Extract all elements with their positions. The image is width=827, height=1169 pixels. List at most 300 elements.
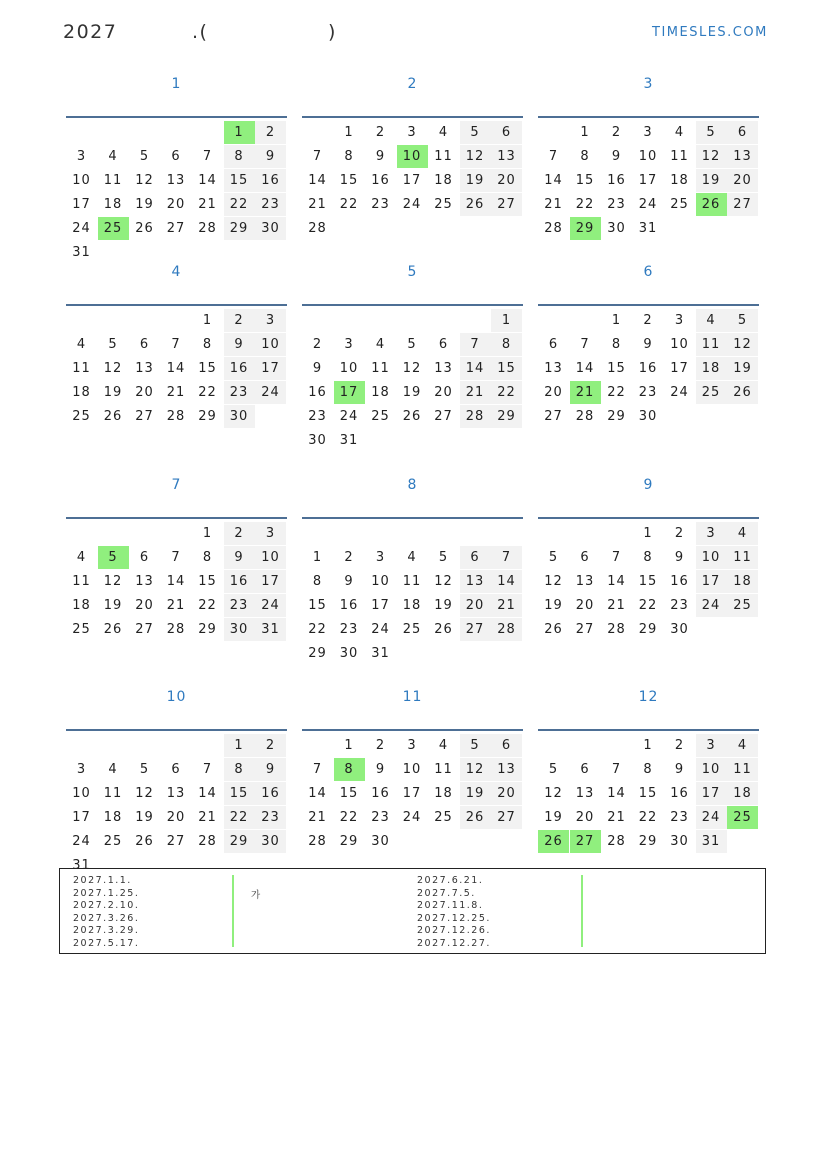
day-cell[interactable]: 2	[674, 526, 685, 541]
day-cell[interactable]: 8	[643, 762, 653, 777]
day-cell[interactable]: 8	[202, 337, 213, 352]
day-cell[interactable]: 19	[135, 197, 154, 212]
day-cell[interactable]: 18	[72, 385, 91, 400]
day-cell[interactable]: 25	[727, 806, 758, 829]
day-cell[interactable]: 17	[255, 570, 286, 593]
day-cell[interactable]: 27	[135, 622, 154, 637]
day-cell[interactable]: 9	[255, 758, 286, 781]
day-cell[interactable]: 20	[544, 385, 563, 400]
day-cell[interactable]: 4	[108, 149, 118, 164]
day-cell[interactable]: 3	[407, 125, 417, 140]
day-cell[interactable]: 1	[312, 550, 323, 565]
day-cell[interactable]: 6	[491, 734, 522, 757]
day-cell[interactable]: 19	[544, 598, 563, 613]
day-cell[interactable]: 24	[72, 221, 91, 236]
day-cell[interactable]: 8	[344, 149, 354, 164]
day-cell[interactable]: 5	[548, 550, 559, 565]
day-cell[interactable]: 11	[727, 546, 758, 569]
day-cell[interactable]: 24	[670, 385, 689, 400]
day-cell[interactable]: 19	[460, 782, 491, 805]
day-cell[interactable]: 4	[438, 125, 449, 140]
day-cell[interactable]: 11	[72, 361, 91, 376]
day-cell[interactable]: 2	[643, 313, 653, 328]
day-cell[interactable]: 12	[460, 758, 491, 781]
day-cell[interactable]: 15	[638, 574, 658, 589]
day-cell[interactable]: 13	[491, 758, 522, 781]
day-cell[interactable]: 8	[312, 574, 323, 589]
day-cell[interactable]: 1	[580, 125, 590, 140]
day-cell[interactable]: 10	[696, 758, 727, 781]
day-cell[interactable]: 13	[544, 361, 563, 376]
day-cell[interactable]: 12	[696, 145, 727, 168]
day-cell[interactable]: 19	[727, 357, 758, 380]
day-cell[interactable]: 6	[580, 762, 590, 777]
day-cell[interactable]: 22	[224, 806, 255, 829]
day-cell[interactable]: 2	[255, 121, 286, 144]
day-cell[interactable]: 11	[696, 333, 727, 356]
day-cell[interactable]: 11	[103, 173, 123, 188]
day-cell[interactable]: 25	[72, 622, 91, 637]
day-cell[interactable]: 29	[224, 830, 255, 853]
day-cell[interactable]: 13	[727, 145, 758, 168]
day-cell[interactable]: 23	[224, 381, 255, 404]
day-cell[interactable]: 27	[727, 193, 758, 216]
day-cell[interactable]: 21	[607, 810, 626, 825]
day-cell[interactable]: 19	[135, 810, 154, 825]
day-cell[interactable]: 28	[575, 409, 595, 424]
day-cell[interactable]: 30	[670, 834, 689, 849]
day-cell[interactable]: 3	[674, 313, 685, 328]
day-cell[interactable]: 29	[198, 622, 217, 637]
day-cell[interactable]: 22	[339, 197, 359, 212]
day-cell[interactable]: 6	[727, 121, 758, 144]
day-cell[interactable]: 16	[224, 357, 255, 380]
day-cell[interactable]: 8	[611, 337, 622, 352]
day-cell[interactable]: 5	[139, 149, 150, 164]
day-cell[interactable]: 31	[72, 245, 91, 260]
day-cell[interactable]: 30	[308, 433, 327, 448]
day-cell[interactable]: 13	[491, 145, 522, 168]
day-cell[interactable]: 10	[72, 786, 91, 801]
day-cell[interactable]: 6	[460, 546, 491, 569]
day-cell[interactable]: 27	[544, 409, 563, 424]
day-cell[interactable]: 4	[727, 522, 758, 545]
day-cell[interactable]: 2	[312, 337, 323, 352]
day-cell[interactable]: 20	[166, 810, 186, 825]
day-cell[interactable]: 25	[72, 409, 91, 424]
day-cell[interactable]: 5	[407, 337, 417, 352]
day-cell[interactable]: 13	[434, 361, 453, 376]
day-cell[interactable]: 25	[727, 594, 758, 617]
day-cell[interactable]: 20	[575, 598, 595, 613]
day-cell[interactable]: 27	[575, 622, 595, 637]
day-cell[interactable]: 29	[638, 834, 658, 849]
day-cell[interactable]: 16	[339, 598, 359, 613]
day-cell[interactable]: 30	[339, 646, 359, 661]
day-cell[interactable]: 30	[255, 217, 286, 240]
day-cell[interactable]: 12	[460, 145, 491, 168]
day-cell[interactable]: 21	[198, 810, 217, 825]
day-cell[interactable]: 16	[670, 786, 689, 801]
day-cell[interactable]: 22	[607, 385, 626, 400]
day-cell[interactable]: 28	[607, 834, 626, 849]
day-cell[interactable]: 3	[76, 149, 87, 164]
day-cell[interactable]: 28	[198, 221, 217, 236]
day-cell[interactable]: 14	[607, 574, 626, 589]
day-cell[interactable]: 24	[402, 810, 422, 825]
day-cell[interactable]: 26	[538, 830, 569, 853]
day-cell[interactable]: 2	[375, 125, 386, 140]
day-cell[interactable]: 11	[727, 758, 758, 781]
day-cell[interactable]: 13	[575, 786, 595, 801]
day-cell[interactable]: 1	[224, 121, 255, 144]
day-cell[interactable]: 29	[491, 405, 522, 428]
day-cell[interactable]: 23	[255, 806, 286, 829]
day-cell[interactable]: 10	[255, 546, 286, 569]
day-cell[interactable]: 15	[638, 786, 658, 801]
day-cell[interactable]: 2	[224, 522, 255, 545]
day-cell[interactable]: 15	[575, 173, 595, 188]
day-cell[interactable]: 13	[166, 173, 186, 188]
day-cell[interactable]: 24	[696, 806, 727, 829]
day-cell[interactable]: 22	[638, 810, 658, 825]
day-cell[interactable]: 22	[308, 622, 327, 637]
day-cell[interactable]: 19	[696, 169, 727, 192]
day-cell[interactable]: 21	[570, 381, 601, 404]
day-cell[interactable]: 28	[607, 622, 626, 637]
day-cell[interactable]: 4	[375, 337, 386, 352]
day-cell[interactable]: 12	[727, 333, 758, 356]
day-cell[interactable]: 27	[166, 221, 186, 236]
day-cell[interactable]: 12	[544, 786, 563, 801]
day-cell[interactable]: 18	[727, 782, 758, 805]
day-cell[interactable]: 16	[607, 173, 626, 188]
day-cell[interactable]: 10	[72, 173, 91, 188]
day-cell[interactable]: 10	[402, 762, 422, 777]
day-cell[interactable]: 1	[202, 526, 213, 541]
day-cell[interactable]: 24	[696, 594, 727, 617]
day-cell[interactable]: 13	[575, 574, 595, 589]
day-cell[interactable]: 9	[674, 762, 685, 777]
day-cell[interactable]: 26	[460, 806, 491, 829]
day-cell[interactable]: 12	[434, 574, 453, 589]
day-cell[interactable]: 30	[224, 618, 255, 641]
day-cell[interactable]: 30	[224, 405, 255, 428]
day-cell[interactable]: 18	[727, 570, 758, 593]
day-cell[interactable]: 17	[638, 173, 658, 188]
day-cell[interactable]: 17	[670, 361, 689, 376]
day-cell[interactable]: 23	[224, 594, 255, 617]
day-cell[interactable]: 24	[255, 594, 286, 617]
day-cell[interactable]: 16	[371, 786, 390, 801]
day-cell[interactable]: 21	[491, 594, 522, 617]
day-cell[interactable]: 5	[139, 762, 150, 777]
day-cell[interactable]: 10	[339, 361, 359, 376]
day-cell[interactable]: 16	[308, 385, 327, 400]
day-cell[interactable]: 3	[375, 550, 386, 565]
day-cell[interactable]: 17	[696, 570, 727, 593]
day-cell[interactable]: 14	[308, 173, 327, 188]
day-cell[interactable]: 15	[491, 357, 522, 380]
day-cell[interactable]: 9	[224, 546, 255, 569]
day-cell[interactable]: 14	[544, 173, 563, 188]
day-cell[interactable]: 26	[460, 193, 491, 216]
day-cell[interactable]: 8	[491, 333, 522, 356]
day-cell[interactable]: 20	[727, 169, 758, 192]
day-cell[interactable]: 6	[438, 337, 449, 352]
day-cell[interactable]: 18	[402, 598, 422, 613]
day-cell[interactable]: 10	[696, 546, 727, 569]
day-cell[interactable]: 29	[638, 622, 658, 637]
day-cell[interactable]: 23	[607, 197, 626, 212]
day-cell[interactable]: 12	[135, 786, 154, 801]
day-cell[interactable]: 4	[696, 309, 727, 332]
day-cell[interactable]: 21	[166, 598, 186, 613]
day-cell[interactable]: 5	[108, 337, 118, 352]
day-cell[interactable]: 31	[72, 858, 91, 873]
day-cell[interactable]: 26	[727, 381, 758, 404]
day-cell[interactable]: 24	[371, 622, 390, 637]
day-cell[interactable]: 4	[407, 550, 417, 565]
day-cell[interactable]: 5	[438, 550, 449, 565]
day-cell[interactable]: 5	[548, 762, 559, 777]
day-cell[interactable]: 20	[135, 598, 154, 613]
day-cell[interactable]: 27	[570, 830, 601, 853]
day-cell[interactable]: 3	[643, 125, 653, 140]
day-cell[interactable]: 25	[434, 810, 453, 825]
day-cell[interactable]: 22	[198, 598, 217, 613]
day-cell[interactable]: 9	[674, 550, 685, 565]
day-cell[interactable]: 3	[696, 522, 727, 545]
day-cell[interactable]: 5	[696, 121, 727, 144]
day-cell[interactable]: 17	[334, 381, 365, 404]
day-cell[interactable]: 6	[139, 337, 150, 352]
day-cell[interactable]: 24	[638, 197, 658, 212]
day-cell[interactable]: 5	[460, 121, 491, 144]
day-cell[interactable]: 29	[198, 409, 217, 424]
day-cell[interactable]: 22	[491, 381, 522, 404]
day-cell[interactable]: 29	[570, 217, 601, 240]
day-cell[interactable]: 6	[139, 550, 150, 565]
day-cell[interactable]: 20	[575, 810, 595, 825]
day-cell[interactable]: 15	[339, 173, 359, 188]
day-cell[interactable]: 28	[308, 221, 327, 236]
day-cell[interactable]: 25	[670, 197, 689, 212]
day-cell[interactable]: 19	[103, 598, 123, 613]
day-cell[interactable]: 30	[638, 409, 658, 424]
day-cell[interactable]: 19	[434, 598, 453, 613]
day-cell[interactable]: 2	[375, 738, 386, 753]
day-cell[interactable]: 28	[198, 834, 217, 849]
day-cell[interactable]: 10	[371, 574, 390, 589]
day-cell[interactable]: 14	[607, 786, 626, 801]
day-cell[interactable]: 27	[460, 618, 491, 641]
day-cell[interactable]: 22	[198, 385, 217, 400]
day-cell[interactable]: 25	[696, 381, 727, 404]
day-cell[interactable]: 20	[434, 385, 453, 400]
day-cell[interactable]: 2	[344, 550, 354, 565]
day-cell[interactable]: 7	[202, 149, 213, 164]
day-cell[interactable]: 3	[407, 738, 417, 753]
day-cell[interactable]: 29	[339, 834, 359, 849]
day-cell[interactable]: 26	[135, 221, 154, 236]
day-cell[interactable]: 4	[674, 125, 685, 140]
day-cell[interactable]: 20	[166, 197, 186, 212]
day-cell[interactable]: 15	[198, 574, 217, 589]
day-cell[interactable]: 11	[371, 361, 390, 376]
day-cell[interactable]: 23	[255, 193, 286, 216]
day-cell[interactable]: 9	[255, 145, 286, 168]
day-cell[interactable]: 12	[544, 574, 563, 589]
day-cell[interactable]: 29	[607, 409, 626, 424]
day-cell[interactable]: 3	[255, 522, 286, 545]
day-cell[interactable]: 20	[491, 169, 522, 192]
day-cell[interactable]: 7	[202, 762, 213, 777]
day-cell[interactable]: 20	[135, 385, 154, 400]
day-cell[interactable]: 23	[308, 409, 327, 424]
day-cell[interactable]: 31	[638, 221, 658, 236]
day-cell[interactable]: 12	[103, 574, 123, 589]
day-cell[interactable]: 26	[544, 622, 563, 637]
day-cell[interactable]: 15	[224, 782, 255, 805]
day-cell[interactable]: 12	[103, 361, 123, 376]
day-cell[interactable]: 26	[434, 622, 453, 637]
day-cell[interactable]: 16	[371, 173, 390, 188]
day-cell[interactable]: 9	[643, 337, 653, 352]
day-cell[interactable]: 19	[544, 810, 563, 825]
day-cell[interactable]: 31	[696, 830, 727, 853]
day-cell[interactable]: 16	[255, 782, 286, 805]
day-cell[interactable]: 6	[171, 762, 181, 777]
day-cell[interactable]: 15	[224, 169, 255, 192]
day-cell[interactable]: 18	[696, 357, 727, 380]
day-cell[interactable]: 1	[491, 309, 522, 332]
day-cell[interactable]: 23	[638, 385, 658, 400]
day-cell[interactable]: 1	[202, 313, 213, 328]
day-cell[interactable]: 6	[171, 149, 181, 164]
day-cell[interactable]: 4	[76, 337, 87, 352]
day-cell[interactable]: 1	[344, 125, 354, 140]
day-cell[interactable]: 17	[255, 357, 286, 380]
day-cell[interactable]: 18	[434, 786, 453, 801]
day-cell[interactable]: 25	[371, 409, 390, 424]
day-cell[interactable]: 21	[607, 598, 626, 613]
day-cell[interactable]: 30	[607, 221, 626, 236]
day-cell[interactable]: 8	[224, 145, 255, 168]
day-cell[interactable]: 22	[224, 193, 255, 216]
day-cell[interactable]: 31	[371, 646, 390, 661]
day-cell[interactable]: 29	[224, 217, 255, 240]
day-cell[interactable]: 9	[344, 574, 354, 589]
day-cell[interactable]: 3	[344, 337, 354, 352]
day-cell[interactable]: 22	[575, 197, 595, 212]
day-cell[interactable]: 12	[402, 361, 422, 376]
day-cell[interactable]: 6	[491, 121, 522, 144]
day-cell[interactable]: 15	[308, 598, 327, 613]
day-cell[interactable]: 14	[491, 570, 522, 593]
day-cell[interactable]: 26	[402, 409, 422, 424]
brand-logo[interactable]: TIMESLES.COM	[652, 25, 768, 40]
day-cell[interactable]: 24	[402, 197, 422, 212]
day-cell[interactable]: 30	[371, 834, 390, 849]
day-cell[interactable]: 30	[255, 830, 286, 853]
day-cell[interactable]: 19	[402, 385, 422, 400]
day-cell[interactable]: 14	[166, 574, 186, 589]
day-cell[interactable]: 27	[491, 806, 522, 829]
day-cell[interactable]: 10	[255, 333, 286, 356]
day-cell[interactable]: 28	[308, 834, 327, 849]
day-cell[interactable]: 20	[491, 782, 522, 805]
day-cell[interactable]: 2	[255, 734, 286, 757]
day-cell[interactable]: 5	[460, 734, 491, 757]
day-cell[interactable]: 1	[611, 313, 622, 328]
day-cell[interactable]: 7	[548, 149, 559, 164]
day-cell[interactable]: 14	[460, 357, 491, 380]
day-cell[interactable]: 9	[312, 361, 323, 376]
day-cell[interactable]: 4	[438, 738, 449, 753]
day-cell[interactable]: 9	[375, 149, 386, 164]
day-cell[interactable]: 30	[670, 622, 689, 637]
day-cell[interactable]: 18	[434, 173, 453, 188]
day-cell[interactable]: 4	[108, 762, 118, 777]
day-cell[interactable]: 21	[308, 197, 327, 212]
day-cell[interactable]: 7	[171, 550, 181, 565]
day-cell[interactable]: 15	[339, 786, 359, 801]
day-cell[interactable]: 7	[460, 333, 491, 356]
day-cell[interactable]: 23	[339, 622, 359, 637]
day-cell[interactable]: 28	[491, 618, 522, 641]
day-cell[interactable]: 17	[371, 598, 390, 613]
day-cell[interactable]: 25	[98, 217, 129, 240]
day-cell[interactable]: 18	[103, 810, 123, 825]
day-cell[interactable]: 8	[643, 550, 653, 565]
day-cell[interactable]: 19	[460, 169, 491, 192]
day-cell[interactable]: 27	[166, 834, 186, 849]
day-cell[interactable]: 10	[638, 149, 658, 164]
day-cell[interactable]: 13	[135, 361, 154, 376]
day-cell[interactable]: 11	[670, 149, 689, 164]
day-cell[interactable]: 21	[544, 197, 563, 212]
day-cell[interactable]: 7	[611, 762, 622, 777]
day-cell[interactable]: 26	[103, 622, 123, 637]
day-cell[interactable]: 7	[171, 337, 181, 352]
day-cell[interactable]: 2	[674, 738, 685, 753]
day-cell[interactable]: 5	[727, 309, 758, 332]
day-cell[interactable]: 17	[72, 197, 91, 212]
day-cell[interactable]: 7	[580, 337, 590, 352]
day-cell[interactable]: 13	[460, 570, 491, 593]
day-cell[interactable]: 5	[98, 546, 129, 569]
day-cell[interactable]: 26	[135, 834, 154, 849]
day-cell[interactable]: 31	[255, 618, 286, 641]
day-cell[interactable]: 11	[434, 762, 453, 777]
day-cell[interactable]: 11	[434, 149, 453, 164]
day-cell[interactable]: 9	[375, 762, 386, 777]
day-cell[interactable]: 28	[166, 409, 186, 424]
day-cell[interactable]: 11	[72, 574, 91, 589]
day-cell[interactable]: 27	[135, 409, 154, 424]
day-cell[interactable]: 17	[72, 810, 91, 825]
day-cell[interactable]: 1	[643, 738, 653, 753]
day-cell[interactable]: 2	[611, 125, 622, 140]
day-cell[interactable]: 18	[670, 173, 689, 188]
day-cell[interactable]: 23	[670, 810, 689, 825]
day-cell[interactable]: 7	[491, 546, 522, 569]
day-cell[interactable]: 17	[402, 786, 422, 801]
day-cell[interactable]: 1	[643, 526, 653, 541]
day-cell[interactable]: 23	[371, 810, 390, 825]
day-cell[interactable]: 29	[308, 646, 327, 661]
